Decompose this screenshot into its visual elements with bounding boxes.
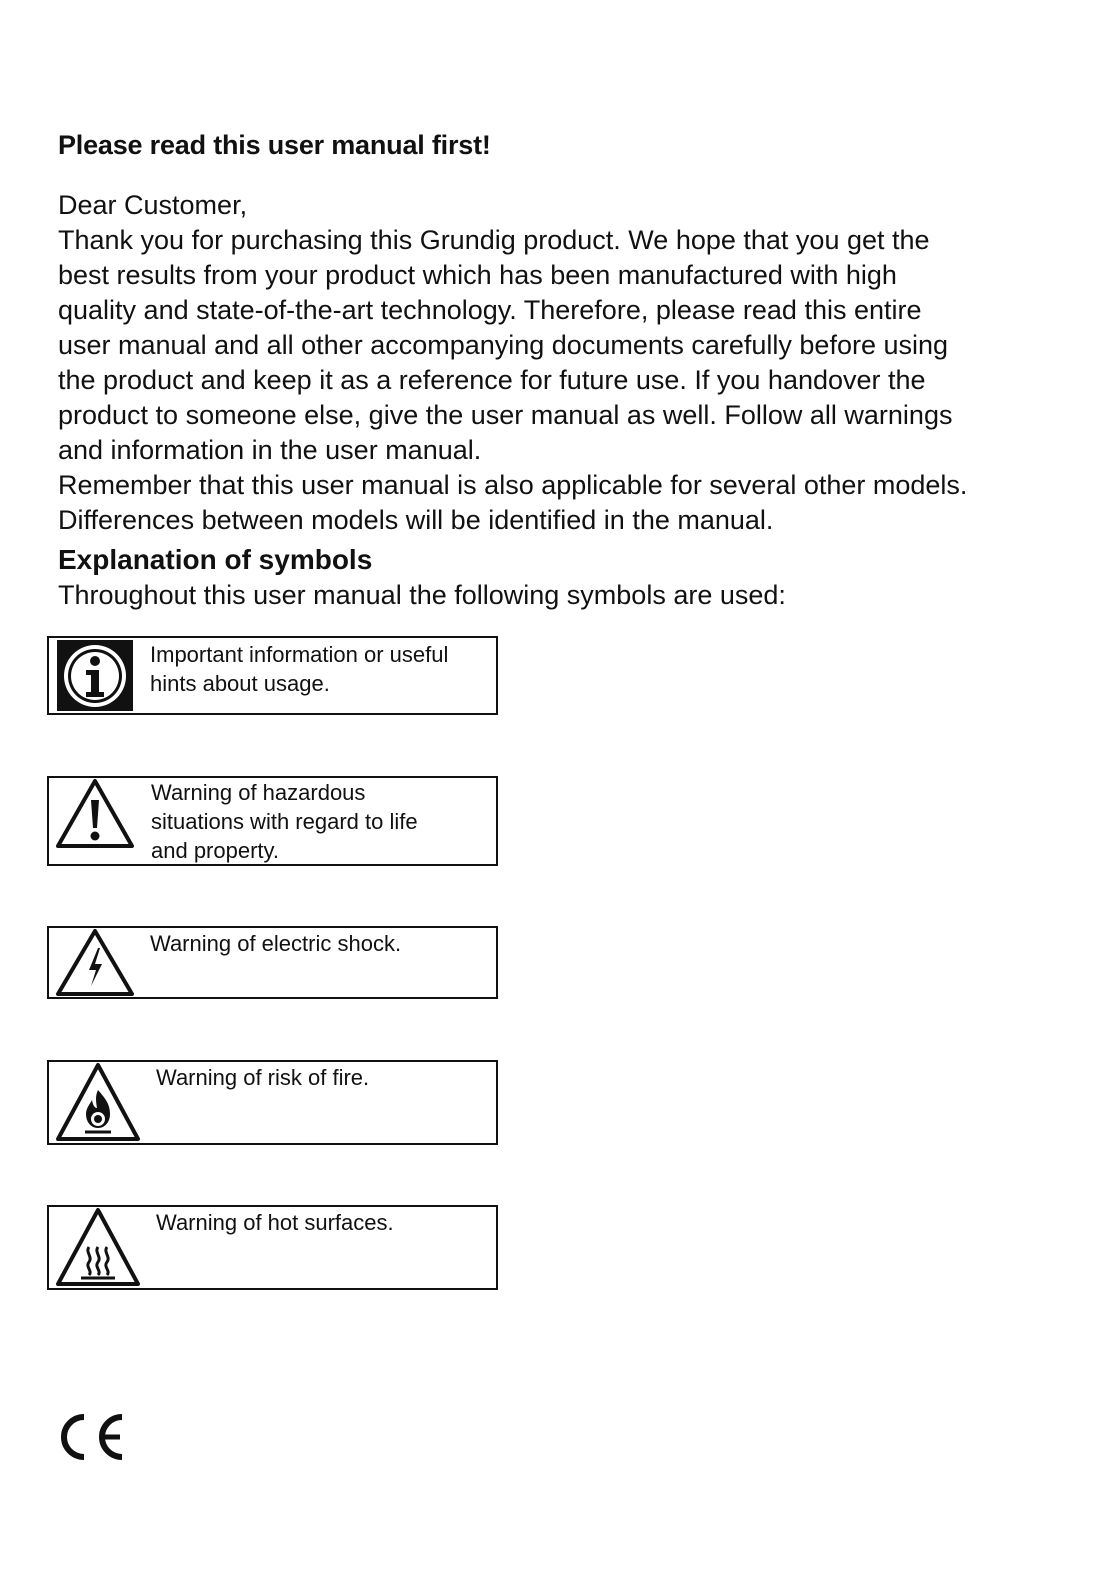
- intro-line: the product and keep it as a reference for future use. If you handover the: [58, 365, 926, 395]
- symbol-box-hot: [47, 1205, 498, 1290]
- note-line: Differences between models will be identified in the manual.: [58, 505, 774, 535]
- intro-line: product to someone else, give the user manual as well. Follow all warnings: [58, 400, 953, 430]
- symbol-box-fire: [47, 1060, 498, 1145]
- hot-surface-icon: [55, 1207, 141, 1288]
- intro-line: best results from your product which has been manufactured with high: [58, 260, 897, 290]
- page-title: Please read this user manual first!: [58, 130, 491, 160]
- symbol-box-info: [47, 636, 498, 715]
- symbol-line: situations with regard to life: [151, 809, 418, 834]
- fire-icon: [55, 1062, 141, 1143]
- symbol-text-electric: [150, 929, 401, 958]
- symbol-text-fire: [156, 1063, 369, 1092]
- symbol-text-hazard: [151, 778, 418, 865]
- info-icon: [57, 640, 133, 711]
- intro-body: [58, 223, 1058, 538]
- symbol-line: hints about usage.: [150, 671, 330, 696]
- greeting: Dear Customer,: [58, 190, 248, 220]
- symbol-box-electric: [47, 926, 498, 999]
- symbol-line: Warning of electric shock.: [150, 931, 402, 956]
- intro-line: user manual and all other accompanying documents carefully before using: [58, 330, 949, 360]
- symbol-text-info: [150, 640, 448, 698]
- section-lead: Throughout this user manual the following symbols are used:: [58, 580, 786, 610]
- section-heading: Explanation of symbols: [58, 544, 373, 575]
- symbol-line: Warning of hot surfaces.: [156, 1210, 394, 1235]
- warning-exclamation-icon: [55, 778, 135, 850]
- symbol-line: Warning of risk of fire.: [156, 1065, 370, 1090]
- ce-mark-icon: [56, 1412, 126, 1462]
- symbol-line: Important information or useful: [150, 642, 449, 667]
- note-line: Remember that this user manual is also applicable for several other models.: [58, 470, 968, 500]
- intro-line: Thank you for purchasing this Grundig product. We hope that you get the: [58, 225, 930, 255]
- intro-line: quality and state-of-the-art technology. Therefore, please read this entire: [58, 295, 922, 325]
- symbol-line: Warning of hazardous: [151, 780, 366, 805]
- symbol-box-hazard: [47, 776, 498, 866]
- symbol-line: and property.: [151, 838, 280, 863]
- symbol-text-hot: [156, 1208, 394, 1237]
- intro-line: and information in the user manual.: [58, 435, 482, 465]
- electric-shock-icon: [55, 928, 135, 997]
